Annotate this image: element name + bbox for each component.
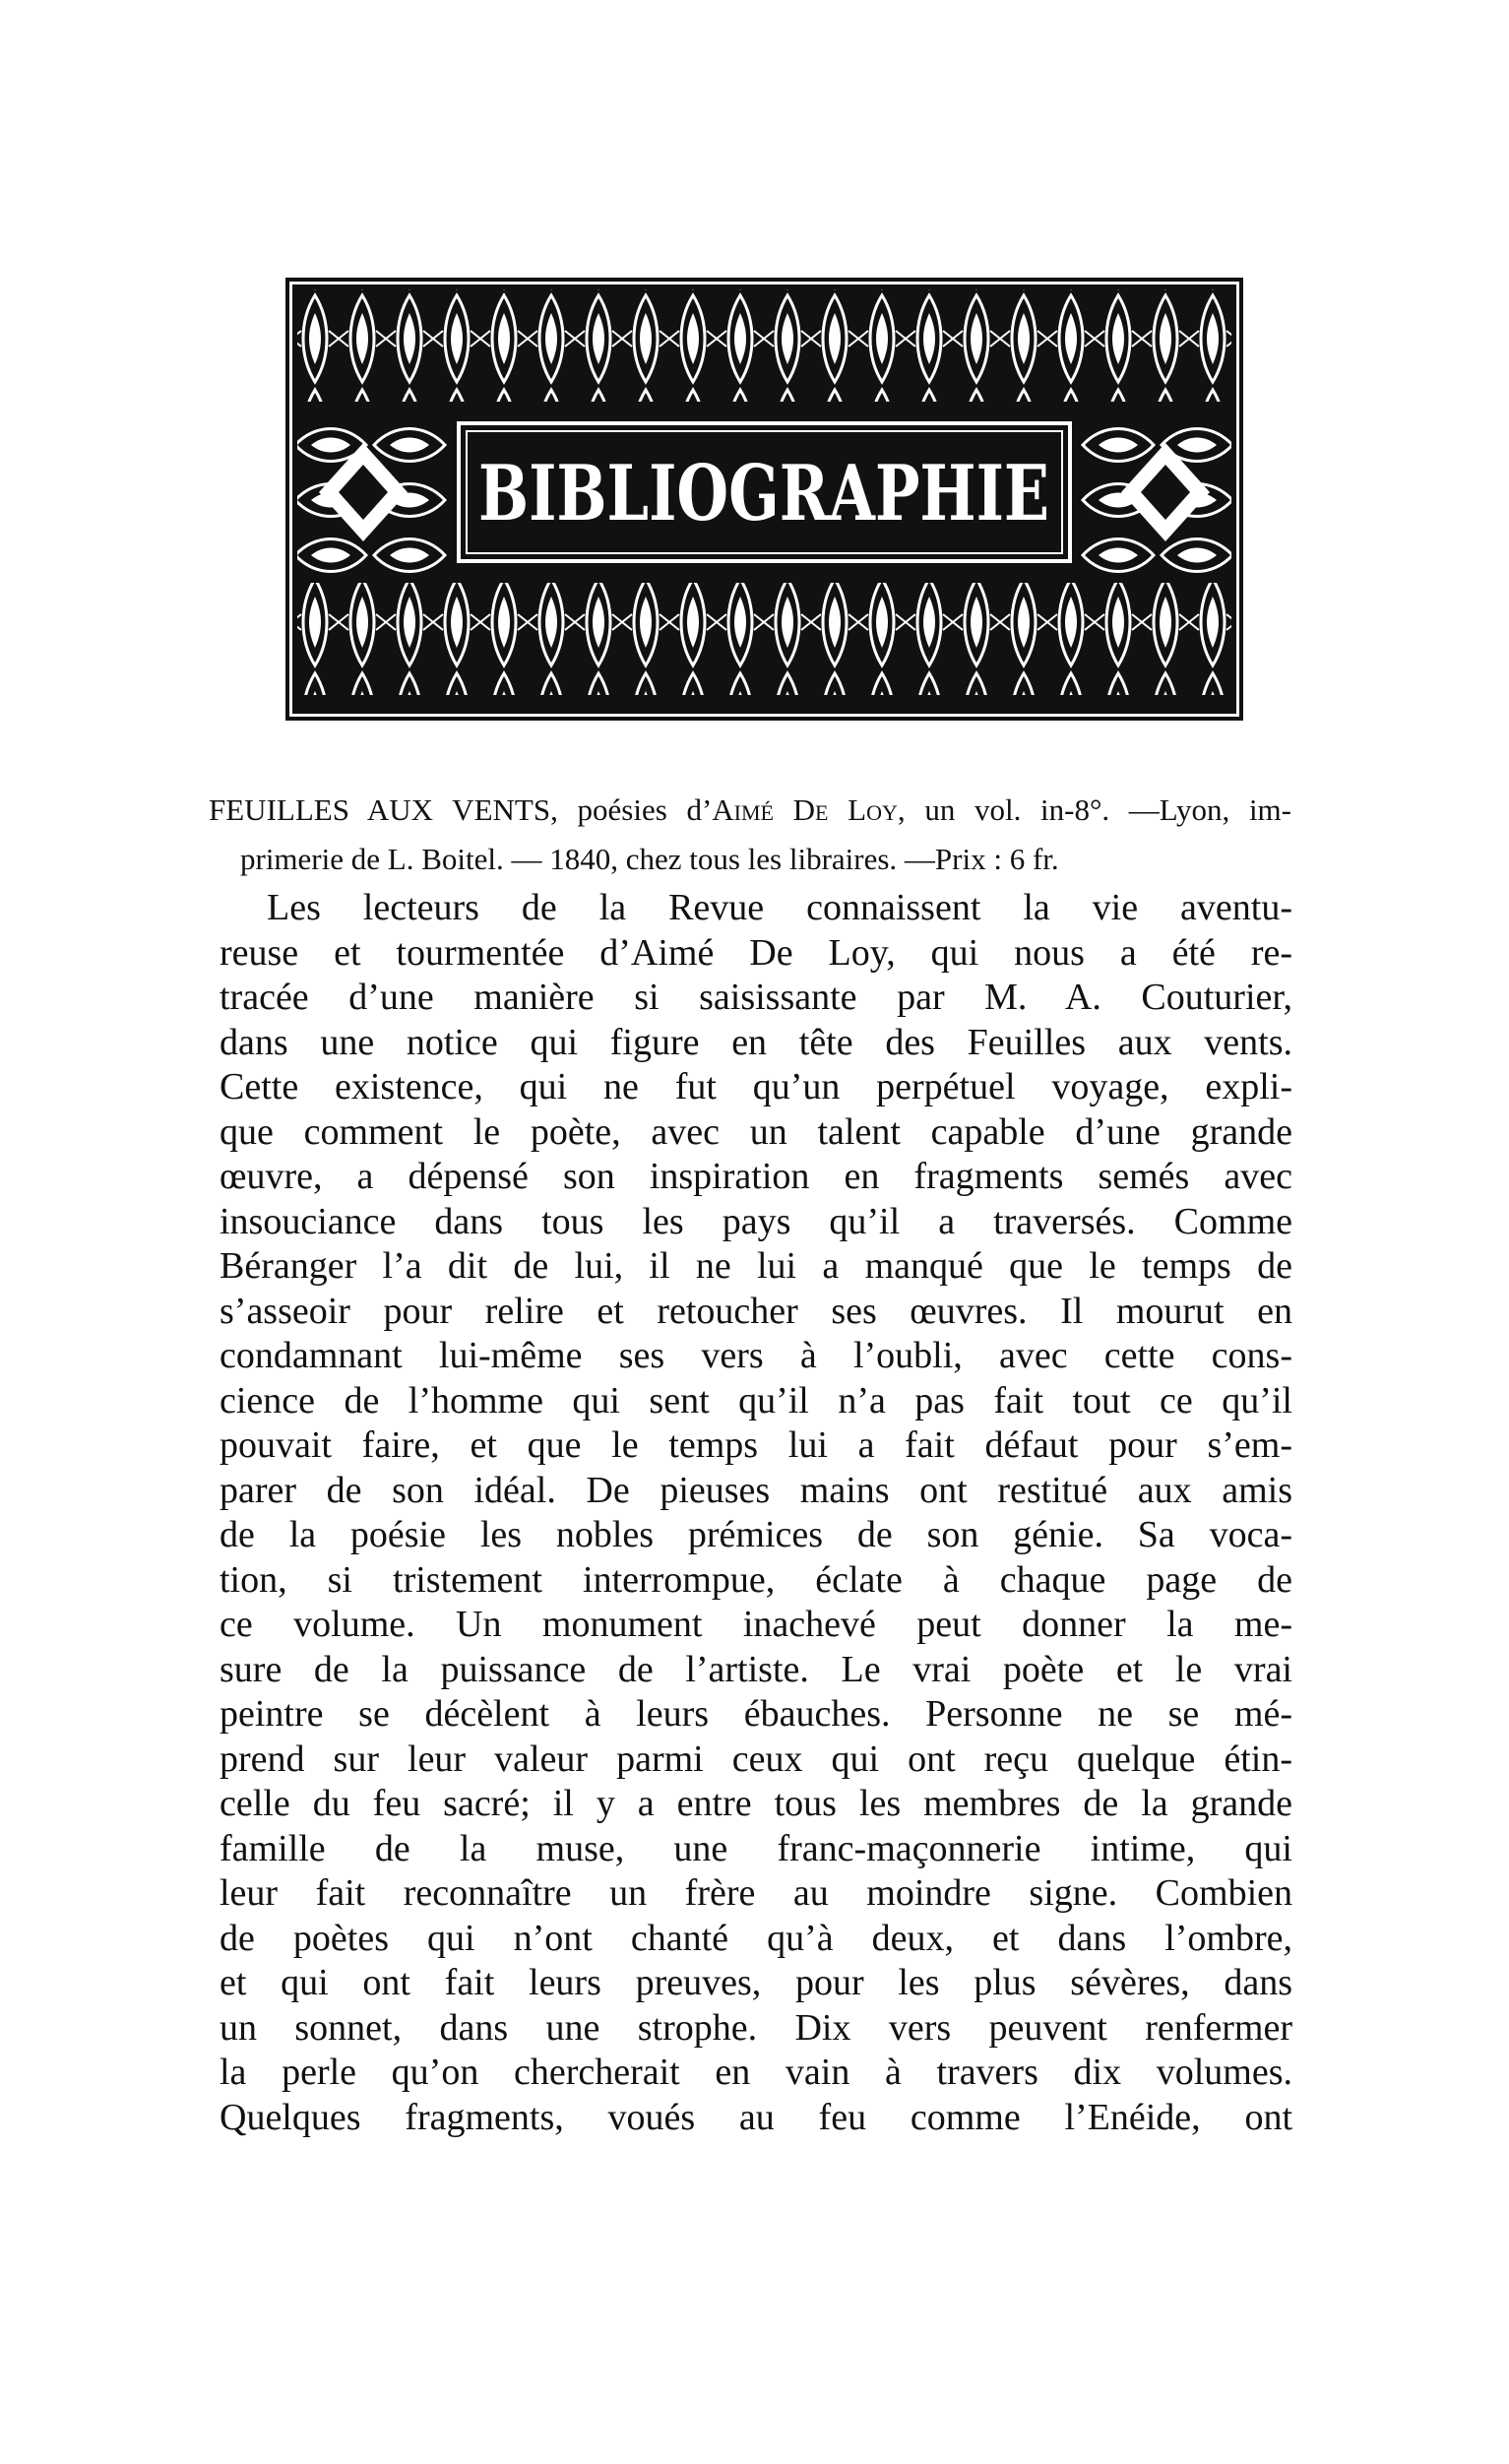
text-line: parer de son idéal. De pieuses mains ont restitué aux amis <box>220 1469 1292 1511</box>
review-text <box>220 886 1292 2140</box>
book-title: FEUILLES AUX VENTS, <box>209 792 558 827</box>
text-line: Cette existence, qui ne fut qu’un perpétuel voyage, expli- <box>220 1066 1292 1107</box>
text-line: sure de la puissance de l’artiste. Le vrai poète et le vrai <box>220 1648 1292 1690</box>
text-line: prend sur leur valeur parmi ceux qui ont reçu quelque étin- <box>220 1737 1292 1780</box>
text-line: reuse et tourmentée d’Aimé De Loy, qui nous a été re- <box>220 931 1292 974</box>
text-line: œuvre, a dépensé son inspiration en fragments semés avec <box>220 1156 1292 1197</box>
text-line: un sonnet, dans une strophe. Dix vers peuvent renfermer <box>220 2006 1292 2049</box>
citation-line-2: primerie de L. Boitel. — 1840, chez tous les libraires. —Prix : 6 fr. <box>240 842 1059 876</box>
text-line: leur fait reconnaître un frère au moindre signe. Combien <box>220 1872 1292 1914</box>
ornament-frame <box>280 270 1249 725</box>
citation-line-1: FEUILLES AUX VENTS, poésies d’Aimé De Loy, un vol. in-8°. —Lyon, im- <box>209 792 1291 827</box>
bibliographie-banner <box>280 270 1249 725</box>
text-line: celle du feu sacré; il y a entre tous les membres de la grande <box>220 1783 1292 1824</box>
text-line: de la poésie les nobles prémices de son génie. Sa voca- <box>220 1514 1292 1555</box>
banner-title: BIBLIOGRAPHIE <box>478 449 1049 538</box>
text-line: peintre se décèlent à leurs ébauches. Personne ne se mé- <box>220 1693 1292 1735</box>
text-line: Quelques fragments, voués au feu comme l’Enéide, ont <box>220 2096 1292 2138</box>
text-line: s’asseoir pour relire et retoucher ses œuvres. Il mourut en <box>220 1290 1292 1332</box>
text-line: de poètes qui n’ont chanté qu’à deux, et dans l’ombre, <box>220 1917 1292 1959</box>
text-line: dans une notice qui figure en tête des Feuilles aux vents. <box>220 1021 1292 1063</box>
text-line: ce volume. Un monument inachevé peut donner la me- <box>220 1604 1292 1645</box>
text-line: cience de l’homme qui sent qu’il n’a pas fait tout ce qu’il <box>220 1379 1292 1422</box>
text-line: tracée d’une manière si saisissante par M. A. Couturier, <box>220 977 1292 1018</box>
text-line: la perle qu’on chercherait en vain à travers dix volumes. <box>220 2052 1292 2093</box>
text-line: Béranger l’a dit de lui, il ne lui a manqué que le temps de <box>220 1245 1292 1287</box>
text-line: tion, si tristement interrompue, éclate à chaque page de <box>220 1558 1292 1601</box>
author-name: Aimé De Loy <box>712 792 898 827</box>
text-line: et qui ont fait leurs preuves, pour les plus sévères, dans <box>220 1962 1292 2003</box>
text-line: que comment le poète, avec un talent capable d’une grande <box>220 1110 1292 1153</box>
text-line: famille de la muse, une franc-maçonnerie intime, qui <box>220 1827 1292 1869</box>
book-citation <box>209 786 1291 884</box>
text-line: Les lecteurs de la Revue connaissent la vie aventu- <box>267 887 1292 928</box>
text-line: pouvait faire, et que le temps lui a fait défaut pour s’em- <box>220 1424 1292 1466</box>
text-line: insouciance dans tous les pays qu’il a traversés. Comme <box>220 1200 1292 1242</box>
text-line: condamnant lui-même ses vers à l’oubli, avec cette cons- <box>220 1335 1292 1376</box>
